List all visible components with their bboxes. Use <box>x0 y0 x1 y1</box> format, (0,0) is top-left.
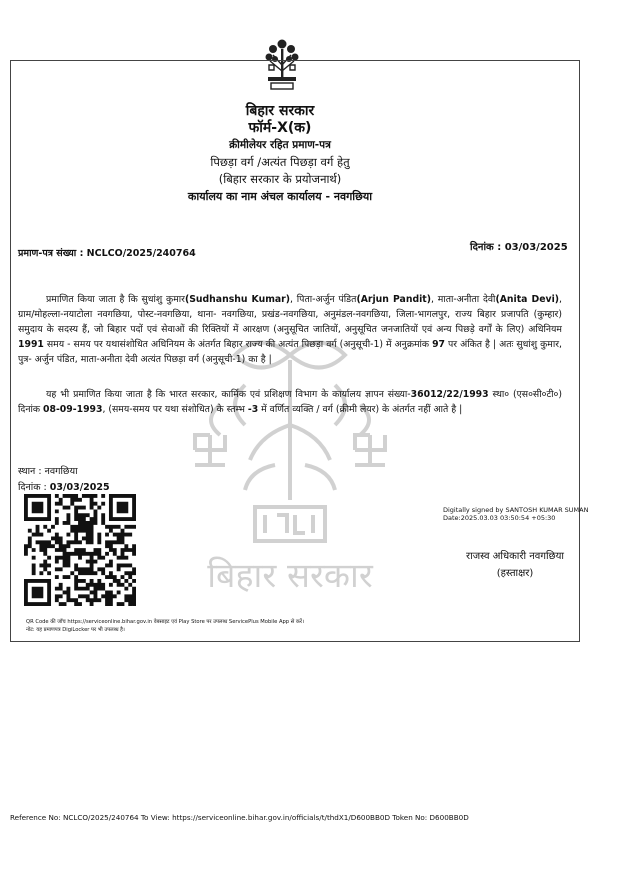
issue-date-value: 03/03/2025 <box>504 242 568 253</box>
p1-name-en: (Sudhanshu Kumar) <box>184 294 291 305</box>
header-block <box>0 103 560 205</box>
place-date-label: दिनांक : <box>18 482 50 493</box>
p1-year: 1991 <box>18 339 44 350</box>
office-line: कार्यालय का नाम अंचल कार्यालय - नवगछिया <box>187 190 373 203</box>
qr-footnote <box>26 618 304 634</box>
footnote-line-1: QR Code की जाँच https://serviceonline.bihar.gov.in वेबसाइट एवं Play Store पर उपलब्ध ServicePlus Mobile App से करें। <box>26 619 304 625</box>
paragraph-1 <box>18 292 562 367</box>
p1-father: , पिता-अर्जुन पंडित <box>290 294 357 305</box>
purpose-line: (बिहार सरकार के प्रयोजनार्थ) <box>218 172 342 186</box>
p1-rest3: पर अंकित है | अतः सुधांशु कुमार, पुत्र- अर्जुन पंडित, माता-अनीता देवी अत्यंत पिछड़ा वर्ग (अनुसूची-1) का है | <box>18 339 562 365</box>
p2-end: में वर्णित व्यक्ति / वर्ग (क्रीमी लेयर) के अंतर्गत नहीं आते है | <box>258 404 463 415</box>
qr-modules <box>24 494 136 606</box>
digital-signature <box>443 506 588 522</box>
certificate-number-label: प्रमाण-पत्र संख्या : <box>18 248 87 259</box>
p1-rest2: समय - समय पर यथासंशोधित अधिनियम के अंतर्गत बिहार राज्य की अत्यंत पिछड़ा वर्ग (अनुसूची-1) में अनुक्रमांक <box>43 339 433 350</box>
place-value: नवगछिया <box>44 466 78 477</box>
certificate-body <box>18 292 562 417</box>
category-line: पिछड़ा वर्ग /अत्यंत पिछड़ा वर्ग हेतु <box>210 155 350 169</box>
paragraph-2 <box>18 387 562 417</box>
reference-line: Reference No: NCLCO/2025/240764 To View: https://serviceonline.bihar.gov.in/officials/t/thdX1/D600BB0D Token No: D600BB0D <box>10 813 469 822</box>
place-label: स्थान : <box>18 466 45 477</box>
p1-father-en: (Arjun Pandit) <box>356 294 431 305</box>
place-date-value: 03/03/2025 <box>49 482 110 493</box>
government-title: बिहार सरकार <box>245 103 315 119</box>
issue-date-label: दिनांक : <box>470 242 505 253</box>
p1-mother: , माता-अनीता देवी <box>430 294 496 305</box>
p1-mother-en: (Anita Devi) <box>495 294 560 305</box>
issue-date <box>470 239 568 253</box>
place-line <box>18 464 110 480</box>
place-date-block <box>18 464 110 496</box>
p2-col: -3 <box>247 404 259 415</box>
qr-code <box>24 494 136 606</box>
p2-mid1: स्था० (एस०सी०टी०) दिनांक <box>18 389 562 415</box>
signature-label: (हस्ताक्षर) <box>496 568 534 579</box>
certificate-number-value: NCLCO/2025/240764 <box>86 248 196 259</box>
p2-mid2: , (समय-समय पर यथा संशोधित) के स्तम्भ <box>102 404 248 415</box>
certificate-number <box>18 246 196 259</box>
p2-lead: यह भी प्रमाणित किया जाता है कि भारत सरकार, कार्मिक एवं प्रशिक्षण विभाग के कार्यालय ज्ञापन संख्या- <box>46 389 411 400</box>
p2-memo: 36012/22/1993 <box>410 389 489 400</box>
p2-memo-date: 08-09-1993 <box>43 404 103 415</box>
signed-by: Digitally signed by SANTOSH KUMAR SUMAN <box>443 506 589 514</box>
footnote-line-2: नोट: यह प्रमाणपत्र DigiLocker पर भी उपलब्ध है। <box>26 627 125 633</box>
signed-date: Date:2025.03.03 03:50:54 +05:30 <box>443 514 556 522</box>
watermark-text: बिहार सरकार <box>207 556 373 596</box>
officer-block <box>459 548 571 582</box>
p1-serial: 97 <box>432 339 446 350</box>
p1-lead: प्रमाणित किया जाता है कि सुधांशु कुमार <box>46 294 185 305</box>
form-title: फॉर्म-X(क) <box>248 120 312 136</box>
officer-title: राजस्व अधिकारी नवगछिया <box>466 551 564 562</box>
certificate-type: क्रीमीलेयर रहित प्रमाण-पत्र <box>229 139 331 151</box>
p1-rest1: , ग्राम/मोहल्ला-नयाटोला नवगछिया, पोस्ट-नवगछिया, थाना- नवगछिया, प्रखंड-नवगछिया, अनुमंडल-नवगछिया, जिला-भागलपुर, राज्य बिहार प्रजापति (कुम्हार) समुदाय के सदस्य हैं, जो बिहार पदों एवं सेवाओं की रिक्तियों में आरक्षण (अनुसूचित जातियों, अनुसूचित जनजातियों एवं अन्य पिछड़े वर्गों के लिए) अधिनियम <box>18 294 563 335</box>
